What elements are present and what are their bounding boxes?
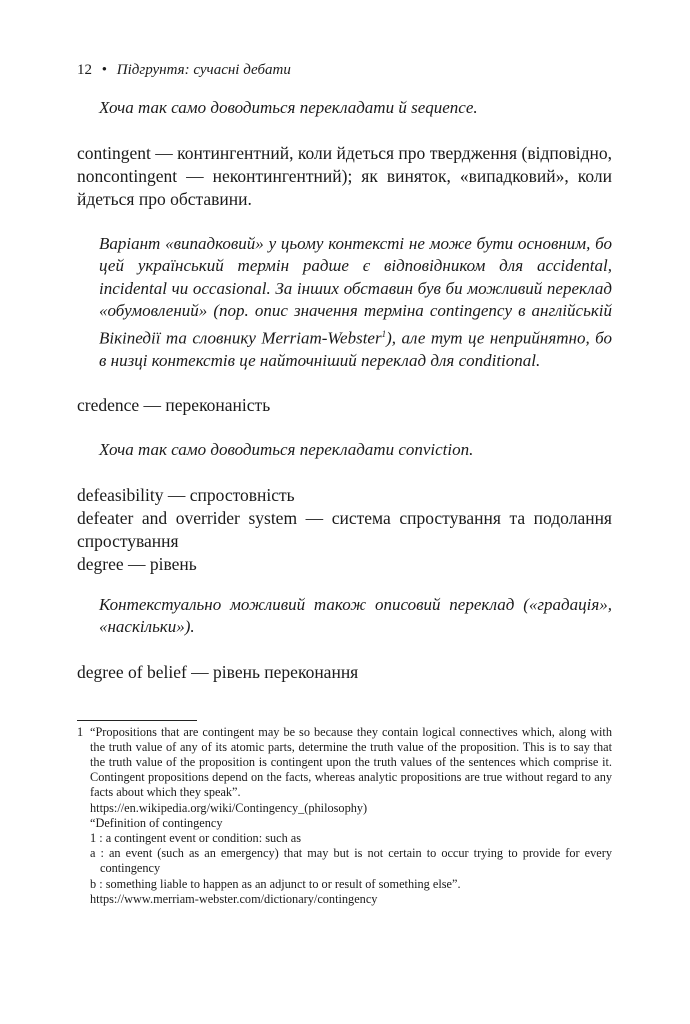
footnote-definition-b: b : something liable to happen as an adjunct to or result of something else”. xyxy=(90,876,461,891)
page-number: 12 xyxy=(77,62,92,78)
page xyxy=(77,62,612,907)
footnote-definition-title: “Definition of contingency xyxy=(90,815,223,830)
footnote-quote: “Propositions that are contingent may be so because they contain logical connectives which, along with the truth value of any of its atomic parts, determine the truth value of the proposition. This is to say that the truth value of the proposition is contingent upon the truth values of the sentences which comprise it. Contingent propositions depend on the facts, whereas analytic propositions are true without regard to any facts about which they speak”. xyxy=(90,724,612,800)
glossary-entry: degree of belief — рівень переконання xyxy=(77,661,359,682)
translator-note: Контекстуально можливий також описовий переклад («градація», «наскільки»). xyxy=(99,594,612,637)
running-header xyxy=(77,62,612,79)
note-text: ), але тут це неприйнятно, бо в низці контекстів це найточніший переклад для conditional. xyxy=(99,328,613,370)
header-bullet: • xyxy=(101,62,108,78)
footnote-definition-1: 1 : a contingent event or condition: such as xyxy=(90,831,302,846)
translator-note: Хоча так само доводиться перекладати conviction. xyxy=(99,440,474,460)
footnote-number: 1 xyxy=(77,724,84,739)
glossary-entry: degree — рівень xyxy=(77,553,197,574)
glossary-entry: contingent — контингентний, коли йдеться про твердження (відповідно, noncontingent — неконтингентний); як виняток, «випадковий», коли йдеться про обставини. xyxy=(77,142,612,209)
glossary-entry: defeasibility — спростовність xyxy=(77,484,295,505)
footnote-definition-a: a : an event (such as an emergency) that may but is not certain to occur trying to provide for every contingency xyxy=(90,846,612,876)
footnote-url-merriam-webster[interactable]: https://www.merriam-webster.com/dictionary/contingency xyxy=(90,891,378,906)
footnote-url-wikipedia[interactable]: https://en.wikipedia.org/wiki/Contingency_(philosophy) xyxy=(90,800,368,815)
glossary-entry: credence — переконаність xyxy=(77,395,271,416)
footnote-ref[interactable]: 1 xyxy=(381,328,387,339)
footnote-1 xyxy=(77,725,612,801)
translator-note: Хоча так само доводиться перекладати й sequence. xyxy=(99,98,478,117)
translator-note xyxy=(99,233,612,373)
footnotes xyxy=(77,725,612,907)
note-text: Варіант «випадковий» у цьому контексті не може бути основним, бо цей український термін радше є відповідником для accidental, incidental чи occasional. За інших обставин був би можливий переклад «обумовлений» (пор. опис значення терміна contingency в англійській Вікіпедії та словнику Merriam-Webster xyxy=(99,233,612,348)
glossary-entry: defeater and overrider system — система спростування та подолання спростування xyxy=(77,507,612,551)
footnote-divider xyxy=(77,720,197,721)
running-title: Підгрунтя: сучасні дебати xyxy=(116,62,291,78)
